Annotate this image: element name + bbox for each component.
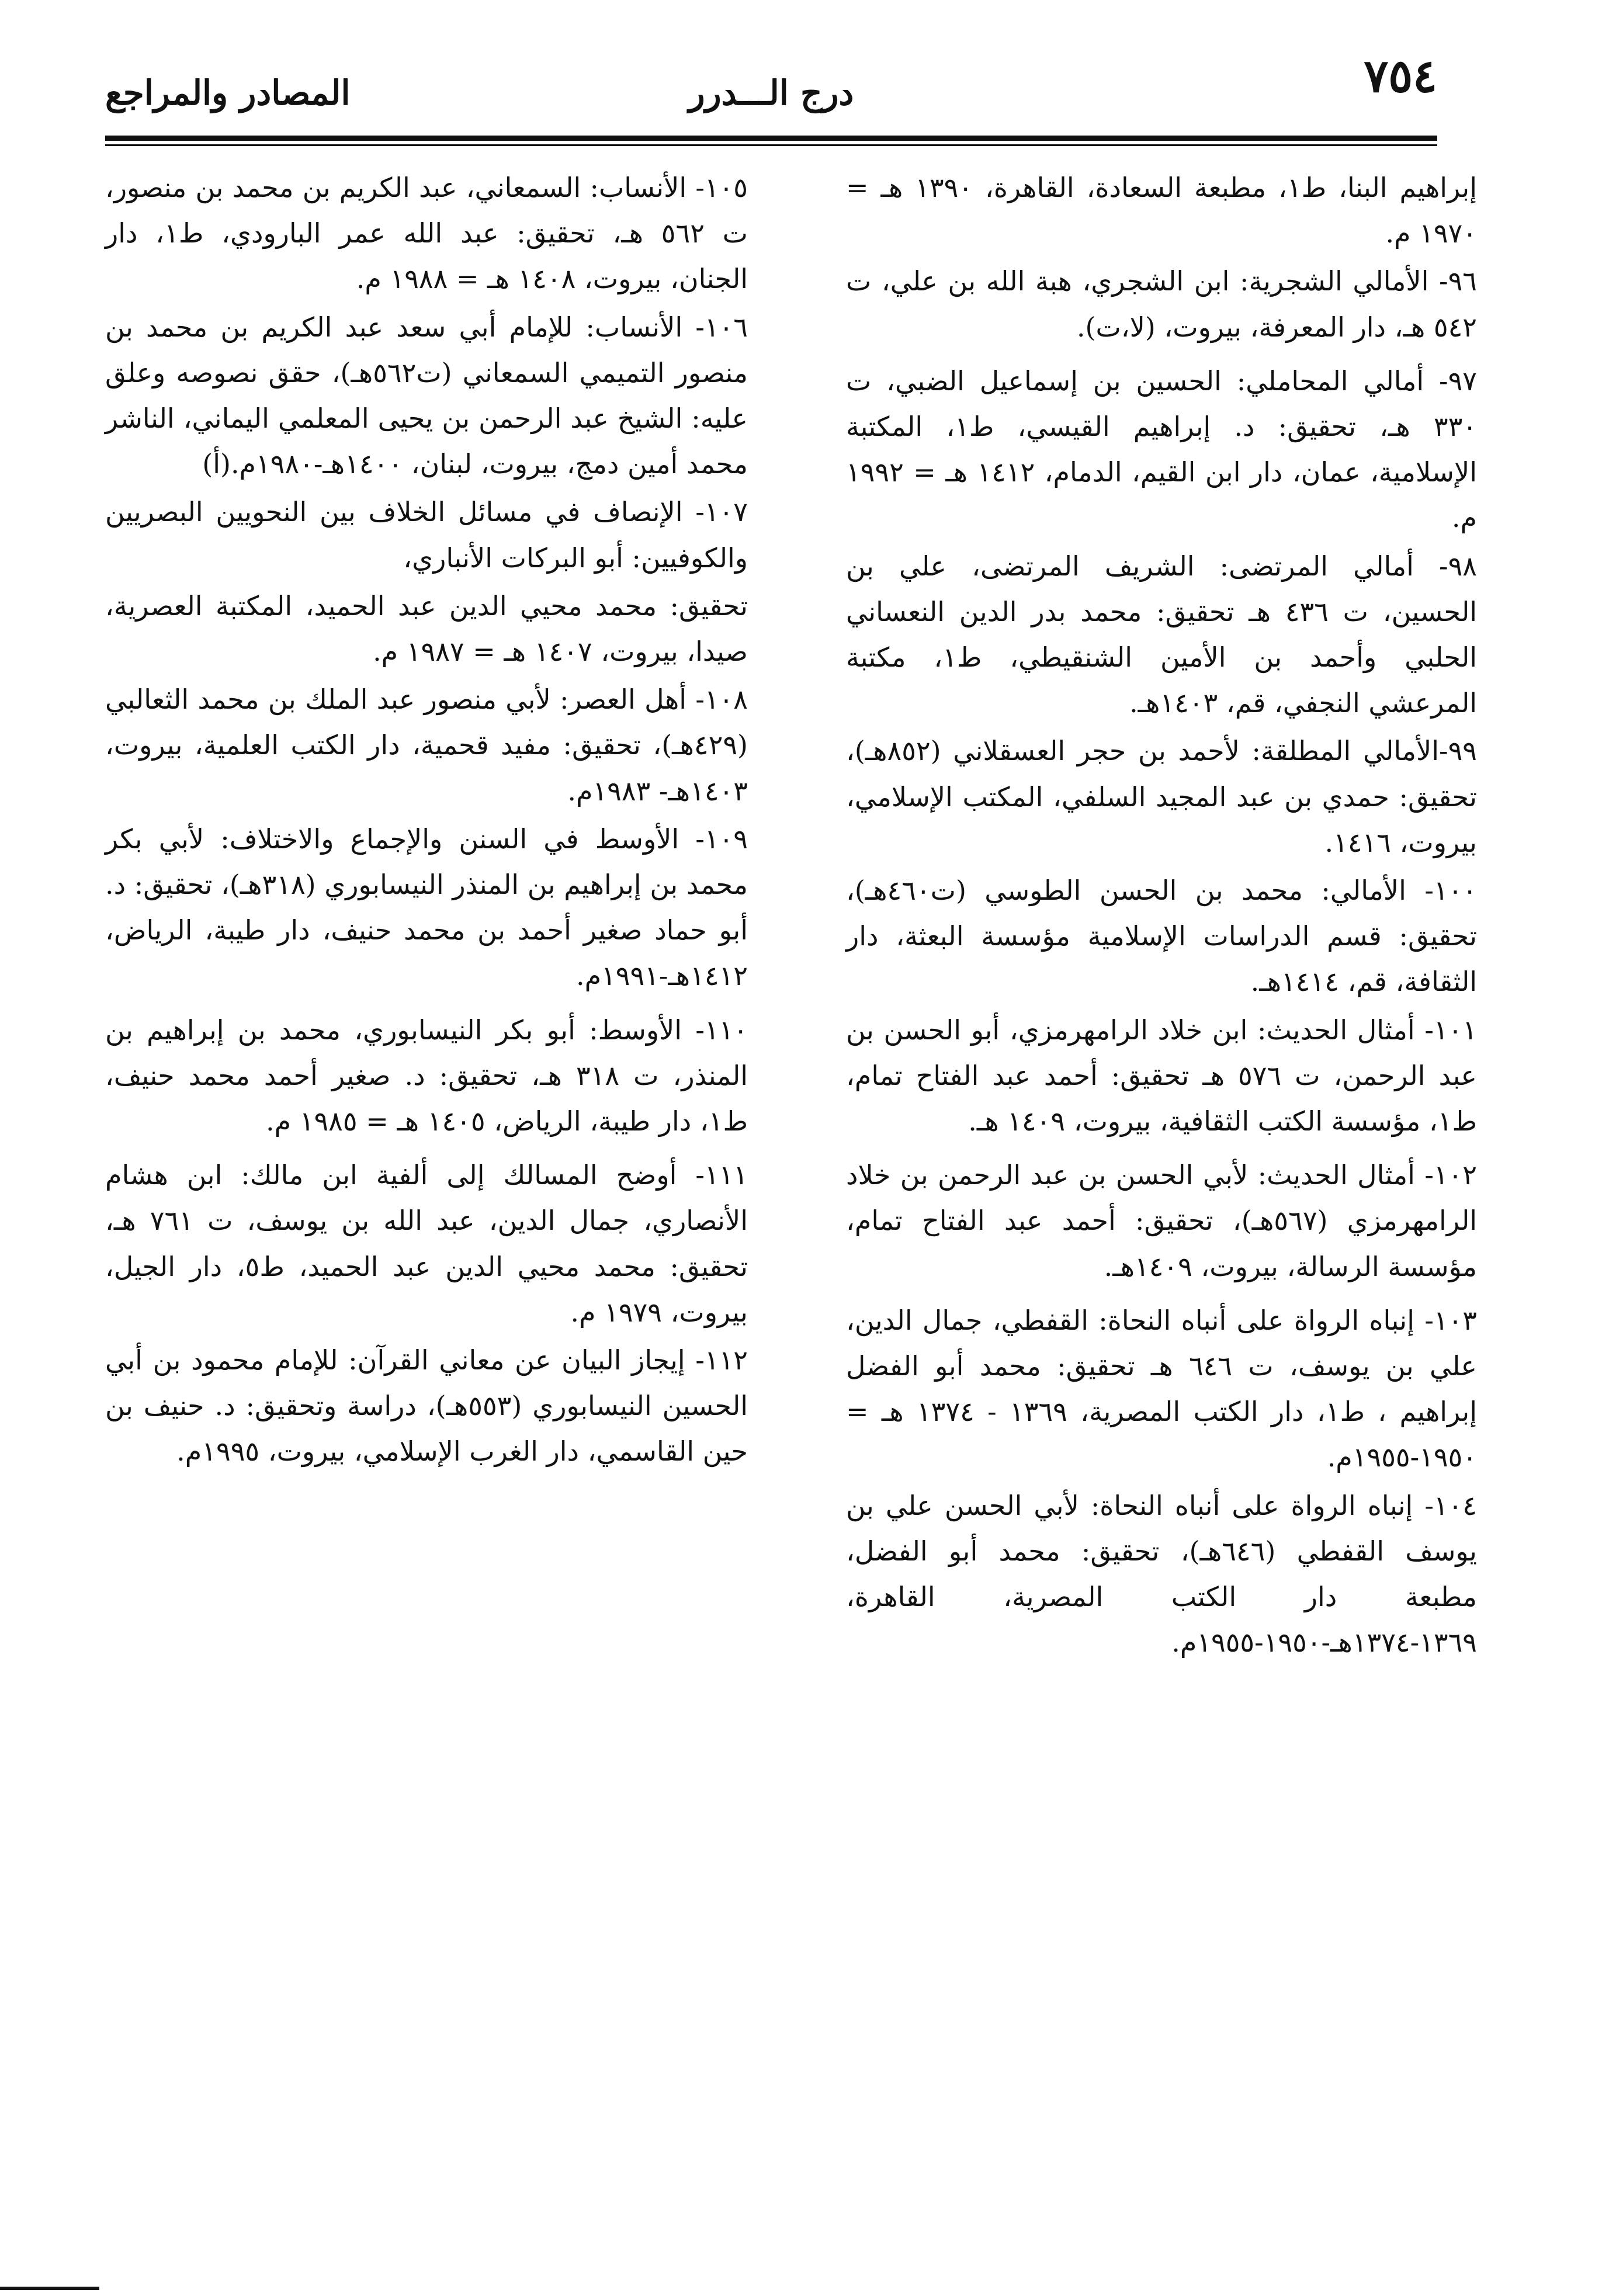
bibliography-entry: ١٠٣- إنباه الرواة على أنباه النحاة: القفطي، جمال الدين، علي بن يوسف، ت ٦٤٦ هـ تحقيق: محمد أبو الفضل إبراهيم ، ط١، دار الكتب المصرية، ١٣٦٩ - ١٣٧٤ هـ = ١٩٥٠-١٩٥٥م. [846, 1304, 1477, 1473]
page-number: ٧٥٤ [1364, 50, 1437, 103]
footer-rule [0, 2287, 99, 2290]
bibliography-entry: ١٠٥- الأنساب: السمعاني، عبد الكريم بن محمد بن منصور، ت ٥٦٢ هـ، تحقيق: عبد الله عمر البارودي، ط١، دار الجنان، بيروت، ١٤٠٨ هـ = ١٩٨٨ م. [105, 172, 748, 295]
bibliography-entry: ١٠٩- الأوسط في السنن والإجماع والاختلاف: لأبي بكر محمد بن إبراهيم بن المنذر النيسابوري (٣١٨هـ)، تحقيق: د. أبو حماد صغير أحمد بن محمد حنيف، دار طيبة، الرياض، ١٤١٢هـ-١٩٩١م. [105, 823, 748, 992]
bibliography-entry: ١١١- أوضح المسالك إلى ألفية ابن مالك: ابن هشام الأنصاري، جمال الدين، عبد الله بن يوسف، ت ٧٦١ هـ، تحقيق: محمد محيي الدين عبد الحميد، ط٥، دار الجيل، بيروت، ١٩٧٩ م. [105, 1159, 748, 1328]
bibliography-entry: ٩٨- أمالي المرتضى: الشريف المرتضى، علي بن الحسين، ت ٤٣٦ هـ تحقيق: محمد بدر الدين النعساني الحلبي وأحمد بن الأمين الشنقيطي، ط١، مكتبة المرعشي النجفي، قم، ١٤٠٣هـ. [846, 550, 1478, 719]
header-rule-thick [105, 136, 1437, 141]
bibliography-entry: ١٠٧- الإنصاف في مسائل الخلاف بين النحويين البصريين والكوفيين: أبو البركات الأنباري، [105, 496, 748, 574]
page-header [105, 50, 1437, 126]
bibliography-entry: إبراهيم البنا، ط١، مطبعة السعادة، القاهرة، ١٣٩٠ هـ = ١٩٧٠ م. [846, 172, 1477, 249]
bibliography-entry: ١٠٢- أمثال الحديث: لأبي الحسن بن عبد الرحمن بن خلاد الرامهرمزي (٥٦٧هـ)، تحقيق: أحمد عبد الفتاح تمام، مؤسسة الرسالة، بيروت، ١٤٠٩هـ. [846, 1159, 1477, 1282]
bibliography-entry: ٩٦- الأمالي الشجرية: ابن الشجري، هبة الله بن علي، ت ٥٤٢ هـ، دار المعرفة، بيروت، (لا،ت). [846, 265, 1477, 343]
bibliography-entry: ١٠٤- إنباه الرواة على أنباه النحاة: لأبي الحسن علي بن يوسف القفطي (٦٤٦هـ)، تحقيق: محمد أبو الفضل، مطبعة دار الكتب المصرية، القاهرة، ١٣٦٩-١٣٧٤هـ-١٩٥٠-١٩٥٥م. [846, 1489, 1477, 1659]
right-column [846, 165, 1477, 1668]
bibliography-entry: ١١٠- الأوسط: أبو بكر النيسابوري، محمد بن إبراهيم بن المنذر، ت ٣١٨ هـ، تحقيق: د. صغير أحمد محمد حنيف، ط١، دار طيبة، الرياض، ١٤٠٥ هـ = ١٩٨٥ م. [105, 1014, 748, 1137]
bibliography-entry: ١٠٠- الأمالي: محمد بن الحسن الطوسي (ت٤٦٠هـ)، تحقيق: قسم الدراسات الإسلامية مؤسسة البعثة، دار الثقافة، قم، ١٤١٤هـ. [846, 875, 1477, 998]
bibliography-entry: ١٠٦- الأنساب: للإمام أبي سعد عبد الكريم بن محمد بن منصور التميمي السمعاني (ت٥٦٢هـ)، حقق نصوصه وعلق عليه: الشيخ عبد الرحمن بن يحيى المعلمي اليماني، الناشر محمد أمين دمج، بيروت، لبنان، ١٤٠٠هـ-١٩٨٠م.(أ) [105, 311, 748, 480]
bibliography-entry: ٩٩-الأمالي المطلقة: لأحمد بن حجر العسقلاني (٨٥٢هـ)، تحقيق: حمدي بن عبد المجيد السلفي، المكتب الإسلامي، بيروت، ١٤١٦. [846, 735, 1477, 858]
left-column [105, 165, 748, 1477]
section-title: المصادر والمراجع [105, 73, 351, 113]
bibliography-entry: ١٠٨- أهل العصر: لأبي منصور عبد الملك بن محمد الثعالبي (٤٢٩هـ)، تحقيق: مفيد قحمية، دار الكتب العلمية، بيروت، ١٤٠٣هـ- ١٩٨٣م. [105, 684, 748, 807]
header-rule-thin [105, 144, 1437, 146]
bibliography-entry: ١١٢- إيجاز البيان عن معاني القرآن: للإمام محمود بن أبي الحسين النيسابوري (٥٥٣هـ)، دراسة وتحقيق: د. حنيف بن حين القاسمي، دار الغرب الإسلامي، بيروت، ١٩٩٥م. [105, 1344, 748, 1468]
bibliography-entry: تحقيق: محمد محيي الدين عبد الحميد، المكتبة العصرية، صيدا، بيروت، ١٤٠٧ هـ = ١٩٨٧ م. [105, 589, 748, 668]
bibliography-entry: ٩٧- أمالي المحاملي: الحسين بن إسماعيل الضبي، ت ٣٣٠ هـ، تحقيق: د. إبراهيم القيسي، ط١، المكتبة الإسلامية، عمان، دار ابن القيم، الدمام، ١٤١٢ هـ = ١٩٩٢ م. [846, 365, 1478, 534]
running-title: درج الـــدرر [688, 73, 854, 113]
bibliography-entry: ١٠١- أمثال الحديث: ابن خلاد الرامهرمزي، أبو الحسن بن عبد الرحمن، ت ٥٧٦ هـ تحقيق: أحمد عبد الفتاح تمام، ط١، مؤسسة الكتب الثقافية، بيروت، ١٤٠٩ هـ. [846, 1014, 1477, 1137]
